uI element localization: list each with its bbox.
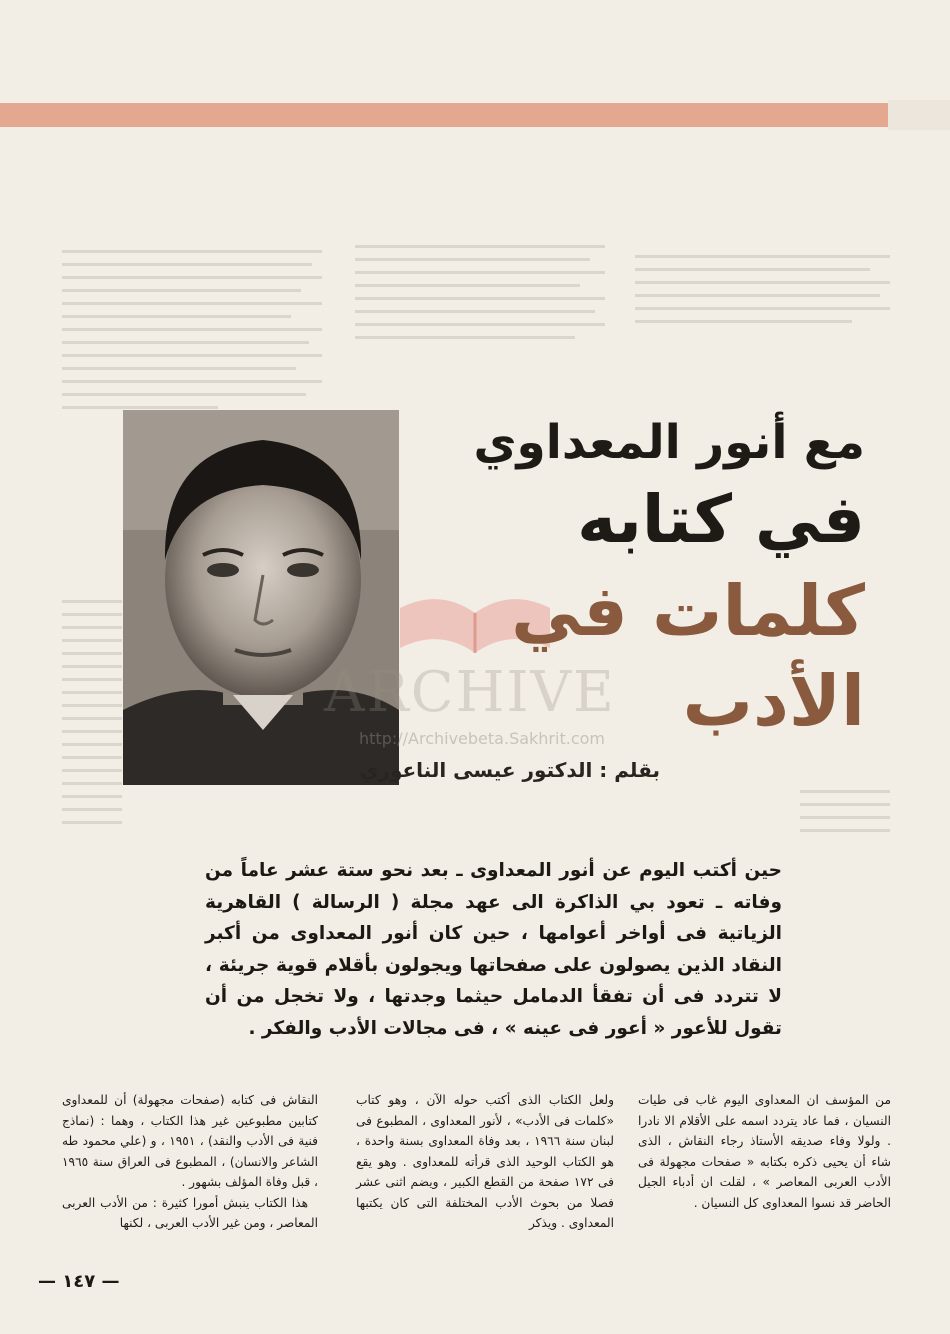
body-column-left — [62, 1090, 318, 1234]
page-number: — ١٤٧ — — [38, 1271, 120, 1292]
author-byline: بقلم : الدكتور عيسى الناعوري — [360, 758, 660, 782]
bleed-through-left — [62, 250, 322, 419]
lead-paragraph: حين أكتب اليوم عن أنور المعداوى ـ بعد نحو ستة عشر عاماً من وفاته ـ تعود بي الذاكرة الى عهد مجلة ( الرسالة ) القاهرية الزياتية فى أواخر أعوامها ، حين كان أنور المعداوى من أكبر النقاد الذين يصولون على صفحاتها ويجولون بأقلام قوية جريئة ، لا تتردد فى أن تفقأ الدمامل حيثما وجدتها ، ولا تخجل من أن تقول للأعور « أعور فى عينه » ، فى مجالات الأدب والفكر . — [205, 860, 782, 1039]
header-band-edge — [888, 100, 950, 130]
body-column-right — [638, 1090, 891, 1213]
header-band — [0, 103, 888, 127]
bleed-through-middle — [355, 245, 605, 349]
column-3-paragraph-1: النقاش فى كتابه (صفحات مجهولة) أن للمعداوى كتابين مطبوعين غير هذا الكتاب ، وهما : (نماذج فنية فى الأدب والنقد) ، ١٩٥١ ، و (علي محمود طه الشاعر والانسان) ، المطبوع فى العراق سنة ١٩٦٥ ، قبل وفاة المؤلف بشهور . — [62, 1093, 318, 1189]
column-1-text: من المؤسف ان المعداوى اليوم غاب فى طيات النسيان ، فما عاد يتردد اسمه على الأقلام الا نادرا . ولولا وفاء صديقه الأستاذ رجاء النقاش ، الذى شاء أن يحيى ذكره بكتابه « صفحات مجهولة فى الأدب العربى المعاصر » ، لقلت ان أدباء الجيل الحاضر قد نسوا المعداوى كل النسيان . — [638, 1093, 891, 1210]
body-column-middle — [356, 1090, 614, 1234]
bleed-through-right — [635, 255, 890, 333]
column-2-text: ولعل الكتاب الذى أكتب حوله الآن ، وهو كتاب «كلمات فى الأدب» ، لأنور المعداوى ، المطبوع فى لبنان سنة ١٩٦٦ ، بعد وفاة المعداوى بسنة واحدة ، هو الكتاب الوحيد الذى قرأته للمعداوى . وهو يقع فى ١٧٢ صفحة من القطع الكبير ، ويضم اثنى عشر فصلا من بحوث الأدب المختلفة التى كان يكتبها المعداوى . ويذكر — [356, 1093, 614, 1230]
bleed-through-lower-right — [800, 790, 890, 842]
title-line-3: كلمات في الأدب — [511, 570, 865, 742]
bleed-through-lower-left — [62, 600, 122, 834]
archive-watermark: ARCHIVE — [324, 660, 616, 725]
archive-watermark-url: http://Archivebeta.Sakhrit.com — [359, 729, 605, 748]
title-line-2: في كتابه — [577, 481, 865, 558]
column-3-paragraph-2: هذا الكتاب ينبش أمورا كثيرة : من الأدب العربى المعاصر ، ومن غير الأدب العربى ، لكنها — [62, 1195, 318, 1230]
article-title — [445, 408, 865, 746]
title-line-1: مع أنور المعداوي — [473, 415, 865, 470]
